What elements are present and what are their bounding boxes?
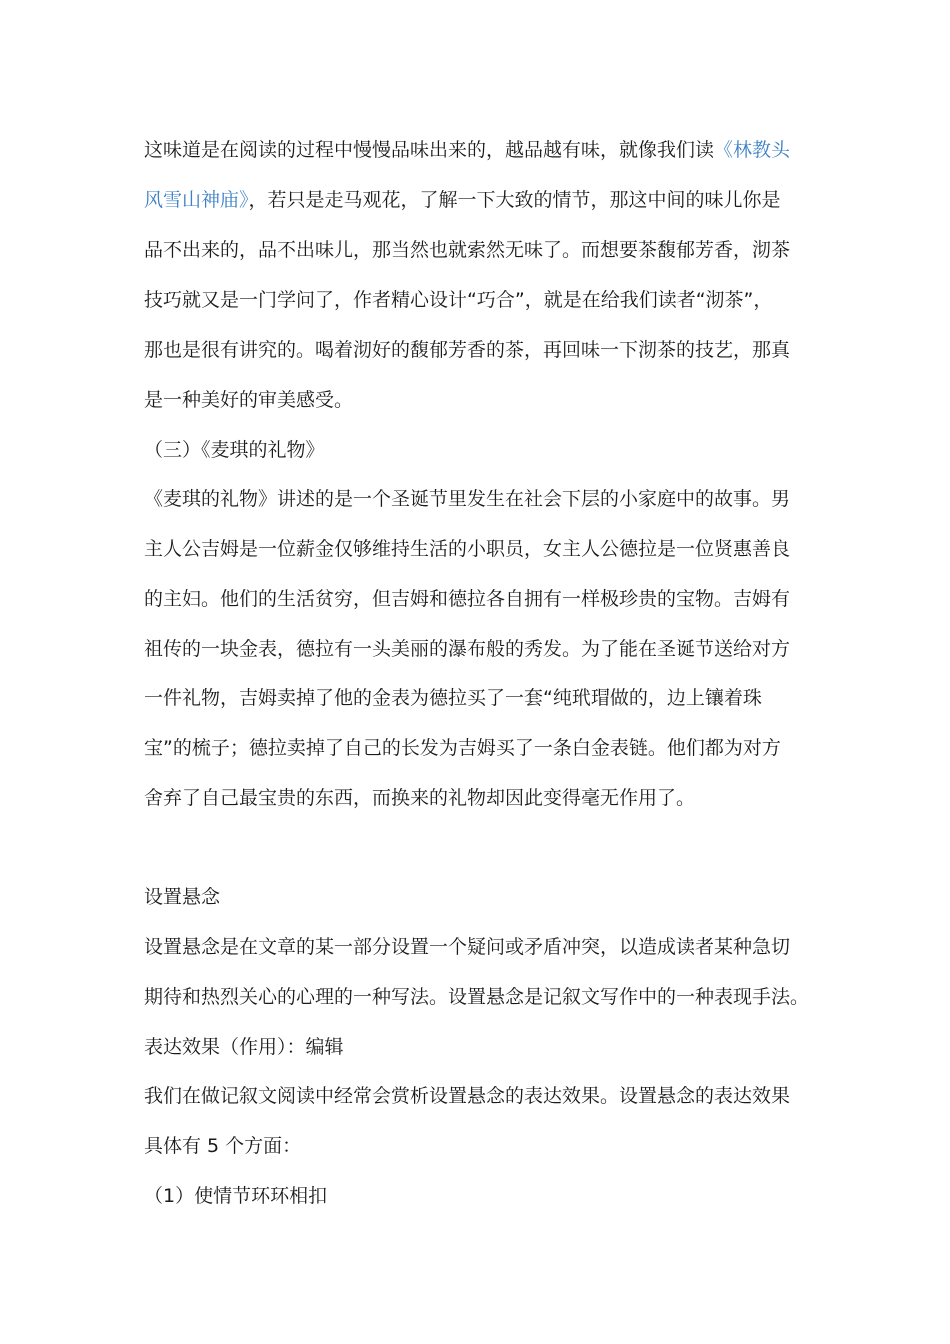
paragraph-line: 具体有 5 个方面：: [144, 1135, 302, 1157]
list-item: （1）使情节环环相扣: [144, 1185, 328, 1207]
paragraph-line: 是一种美好的审美感受。: [144, 389, 354, 411]
paragraph-line: 祖传的一块金表，德拉有一头美丽的瀑布般的秀发。为了能在圣诞节送给对方: [144, 638, 791, 660]
paragraph-line: 我们在做记叙文阅读中经常会赏析设置悬念的表达效果。设置悬念的表达效果: [144, 1085, 791, 1107]
text-span: ，若只是走马观花，了解一下大致的情节，那这中间的味儿你是: [248, 189, 781, 211]
subsection-heading: 表达效果（作用）：编辑: [144, 1036, 344, 1058]
paragraph-line: 技巧就又是一门学问了，作者精心设计“巧合”，就是在给我们读者“沏茶”，: [144, 289, 773, 311]
article-link[interactable]: 风雪山神庙》: [144, 189, 249, 211]
text-span: 这味道是在阅读的过程中慢慢品味出来的，越品越有味，就像我们读: [144, 139, 715, 161]
paragraph-line: 一件礼物，吉姆卖掉了他的金表为德拉买了一套“纯玳瑁做的，边上镶着珠: [144, 687, 762, 709]
paragraph-line: 《麦琪的礼物》讲述的是一个圣诞节里发生在社会下层的小家庭中的故事。男: [144, 488, 791, 510]
paragraph-line: 舍弃了自己最宝贵的东西，而换来的礼物却因此变得毫无作用了。: [144, 787, 696, 809]
paragraph-line: 的主妇。他们的生活贫穷，但吉姆和德拉各自拥有一样极珍贵的宝物。吉姆有: [144, 588, 791, 610]
paragraph-line: 主人公吉姆是一位薪金仅够维持生活的小职员，女主人公德拉是一位贤惠善良: [144, 538, 791, 560]
paragraph-line: 那也是很有讲究的。喝着沏好的馥郁芳香的茶，再回味一下沏茶的技艺，那真: [144, 339, 791, 361]
paragraph-line: 设置悬念是在文章的某一部分设置一个疑问或矛盾冲突，以造成读者某种急切: [144, 936, 791, 958]
section-heading: （三）《麦琪的礼物》: [144, 439, 325, 461]
paragraph-line: 宝”的梳子；德拉卖掉了自己的长发为吉姆买了一条白金表链。他们都为对方: [144, 737, 781, 759]
paragraph-line: [144, 138, 790, 162]
paragraph-line: [144, 188, 781, 212]
section-heading: 设置悬念: [144, 886, 221, 908]
article-link[interactable]: 《林教头: [714, 139, 791, 161]
paragraph-line: 品不出来的，品不出味儿，那当然也就索然无味了。而想要茶馥郁芳香，沏茶: [144, 239, 791, 261]
paragraph-line: 期待和热烈关心的心理的一种写法。设置悬念是记叙文写作中的一种表现手法。: [144, 986, 810, 1008]
